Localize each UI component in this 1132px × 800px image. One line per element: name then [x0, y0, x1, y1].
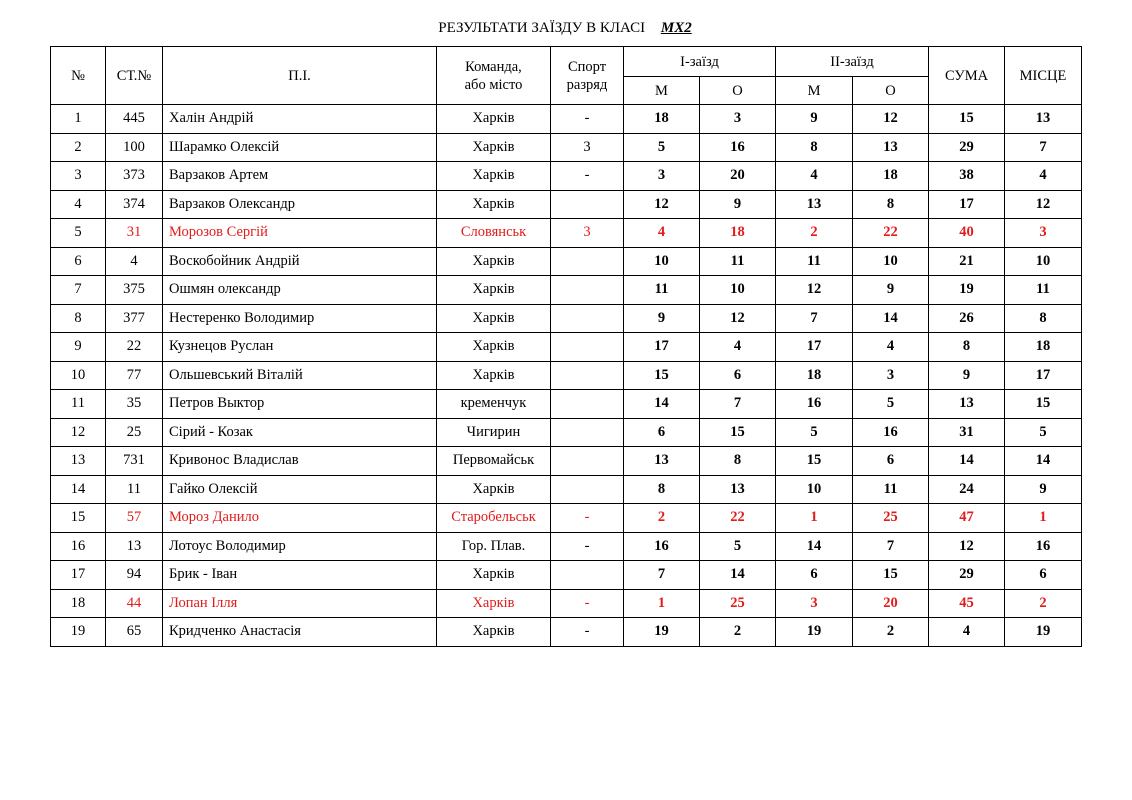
table-row — [51, 276, 1082, 305]
cell-race1-place: 1 — [624, 589, 700, 618]
cell-sum: 14 — [929, 447, 1005, 476]
cell-race2-points: 4 — [853, 333, 929, 362]
cell-team: Харків — [437, 190, 551, 219]
cell-final-place: 15 — [1005, 390, 1082, 419]
table-row — [51, 475, 1082, 504]
cell-sum: 45 — [929, 589, 1005, 618]
cell-race2-place: 3 — [776, 589, 853, 618]
cell-sum: 13 — [929, 390, 1005, 419]
cell-team: Харків — [437, 247, 551, 276]
cell-race1-points: 22 — [700, 504, 776, 533]
header-race1-points: О — [700, 77, 776, 105]
cell-race1-place: 7 — [624, 561, 700, 590]
cell-race1-points: 8 — [700, 447, 776, 476]
cell-sum: 15 — [929, 105, 1005, 134]
cell-final-place: 17 — [1005, 361, 1082, 390]
cell-num: 17 — [51, 561, 106, 590]
header-race2-place: М — [776, 77, 853, 105]
cell-race1-place: 3 — [624, 162, 700, 191]
cell-sum: 40 — [929, 219, 1005, 248]
cell-rank — [551, 190, 624, 219]
cell-final-place: 6 — [1005, 561, 1082, 590]
cell-race2-place: 9 — [776, 105, 853, 134]
cell-race2-place: 14 — [776, 532, 853, 561]
header-race2: II-заїзд — [776, 47, 929, 77]
cell-rank: 3 — [551, 219, 624, 248]
cell-team: Харків — [437, 361, 551, 390]
cell-name: Кривонос Владислав — [163, 447, 437, 476]
table-row — [51, 190, 1082, 219]
cell-name: Петров Выктор — [163, 390, 437, 419]
cell-start-no: 445 — [106, 105, 163, 134]
cell-race2-points: 22 — [853, 219, 929, 248]
cell-name: Варзаков Олександр — [163, 190, 437, 219]
header-rank-line2: разряд — [566, 76, 608, 93]
header-team — [437, 47, 551, 105]
cell-name: Морозов Сергій — [163, 219, 437, 248]
cell-name: Воскобойник Андрій — [163, 247, 437, 276]
cell-num: 18 — [51, 589, 106, 618]
cell-race1-place: 10 — [624, 247, 700, 276]
cell-name: Ольшевський Віталій — [163, 361, 437, 390]
cell-name: Шарамко Олексій — [163, 133, 437, 162]
cell-start-no: 13 — [106, 532, 163, 561]
cell-name: Лопан Ілля — [163, 589, 437, 618]
cell-team: кременчук — [437, 390, 551, 419]
cell-num: 10 — [51, 361, 106, 390]
cell-rank: - — [551, 589, 624, 618]
table-row — [51, 418, 1082, 447]
cell-race2-points: 13 — [853, 133, 929, 162]
cell-race2-points: 6 — [853, 447, 929, 476]
page-title — [0, 18, 1132, 38]
cell-race2-place: 16 — [776, 390, 853, 419]
header-race1-place: М — [624, 77, 700, 105]
cell-race1-place: 9 — [624, 304, 700, 333]
cell-name: Брик - Іван — [163, 561, 437, 590]
cell-num: 5 — [51, 219, 106, 248]
cell-team: Харків — [437, 475, 551, 504]
cell-race2-place: 5 — [776, 418, 853, 447]
cell-final-place: 12 — [1005, 190, 1082, 219]
cell-rank: - — [551, 162, 624, 191]
cell-race1-points: 11 — [700, 247, 776, 276]
header-start-no: СТ.№ — [106, 47, 163, 105]
cell-final-place: 11 — [1005, 276, 1082, 305]
cell-final-place: 7 — [1005, 133, 1082, 162]
cell-race2-place: 4 — [776, 162, 853, 191]
cell-team: Харків — [437, 105, 551, 134]
cell-team: Первомайськ — [437, 447, 551, 476]
cell-start-no: 375 — [106, 276, 163, 305]
table-row — [51, 532, 1082, 561]
cell-race1-place: 16 — [624, 532, 700, 561]
cell-final-place: 18 — [1005, 333, 1082, 362]
table-row — [51, 561, 1082, 590]
cell-sum: 38 — [929, 162, 1005, 191]
cell-final-place: 13 — [1005, 105, 1082, 134]
cell-race2-place: 18 — [776, 361, 853, 390]
cell-race1-points: 7 — [700, 390, 776, 419]
cell-rank — [551, 447, 624, 476]
cell-num: 12 — [51, 418, 106, 447]
cell-final-place: 4 — [1005, 162, 1082, 191]
cell-rank: - — [551, 532, 624, 561]
cell-sum: 31 — [929, 418, 1005, 447]
table-row — [51, 333, 1082, 362]
cell-num: 7 — [51, 276, 106, 305]
cell-team: Харків — [437, 162, 551, 191]
cell-race1-points: 12 — [700, 304, 776, 333]
cell-start-no: 25 — [106, 418, 163, 447]
cell-race1-points: 2 — [700, 618, 776, 647]
header-race2-points: О — [853, 77, 929, 105]
cell-sum: 19 — [929, 276, 1005, 305]
cell-race1-points: 16 — [700, 133, 776, 162]
cell-final-place: 10 — [1005, 247, 1082, 276]
cell-sum: 29 — [929, 561, 1005, 590]
cell-race1-points: 20 — [700, 162, 776, 191]
cell-race2-points: 10 — [853, 247, 929, 276]
cell-race1-points: 6 — [700, 361, 776, 390]
cell-race2-points: 15 — [853, 561, 929, 590]
cell-final-place: 16 — [1005, 532, 1082, 561]
cell-num: 8 — [51, 304, 106, 333]
cell-rank: - — [551, 105, 624, 134]
cell-race2-points: 12 — [853, 105, 929, 134]
cell-race1-place: 13 — [624, 447, 700, 476]
table-row — [51, 504, 1082, 533]
cell-team: Харків — [437, 276, 551, 305]
cell-name: Нестеренко Володимир — [163, 304, 437, 333]
cell-rank — [551, 390, 624, 419]
cell-name: Кузнецов Руслан — [163, 333, 437, 362]
cell-team: Харків — [437, 561, 551, 590]
cell-race2-points: 5 — [853, 390, 929, 419]
cell-race1-place: 15 — [624, 361, 700, 390]
cell-sum: 26 — [929, 304, 1005, 333]
cell-race2-place: 17 — [776, 333, 853, 362]
cell-num: 9 — [51, 333, 106, 362]
table-row — [51, 390, 1082, 419]
cell-start-no: 57 — [106, 504, 163, 533]
cell-race2-place: 12 — [776, 276, 853, 305]
cell-num: 2 — [51, 133, 106, 162]
header-rank — [551, 47, 624, 105]
cell-sum: 4 — [929, 618, 1005, 647]
cell-rank — [551, 418, 624, 447]
cell-team: Харків — [437, 618, 551, 647]
cell-start-no: 100 — [106, 133, 163, 162]
cell-name: Сірий - Козак — [163, 418, 437, 447]
cell-rank — [551, 276, 624, 305]
table-body — [51, 105, 1082, 647]
cell-start-no: 77 — [106, 361, 163, 390]
cell-sum: 47 — [929, 504, 1005, 533]
cell-final-place: 3 — [1005, 219, 1082, 248]
cell-race2-place: 2 — [776, 219, 853, 248]
table-row — [51, 133, 1082, 162]
cell-race1-points: 25 — [700, 589, 776, 618]
cell-race1-place: 17 — [624, 333, 700, 362]
cell-start-no: 731 — [106, 447, 163, 476]
cell-race1-place: 5 — [624, 133, 700, 162]
header-team-line1: Команда, — [465, 58, 522, 75]
cell-name: Лотоус Володимир — [163, 532, 437, 561]
cell-num: 4 — [51, 190, 106, 219]
cell-final-place: 2 — [1005, 589, 1082, 618]
cell-num: 1 — [51, 105, 106, 134]
header-race1: I-заїзд — [624, 47, 776, 77]
cell-race1-points: 9 — [700, 190, 776, 219]
cell-team: Чигирин — [437, 418, 551, 447]
cell-rank — [551, 247, 624, 276]
cell-final-place: 14 — [1005, 447, 1082, 476]
cell-race2-place: 8 — [776, 133, 853, 162]
class-name: MX2 — [660, 20, 692, 36]
cell-race1-points: 14 — [700, 561, 776, 590]
cell-start-no: 374 — [106, 190, 163, 219]
cell-race2-points: 9 — [853, 276, 929, 305]
cell-final-place: 9 — [1005, 475, 1082, 504]
cell-rank: 3 — [551, 133, 624, 162]
table-row — [51, 447, 1082, 476]
cell-start-no: 4 — [106, 247, 163, 276]
cell-race2-place: 13 — [776, 190, 853, 219]
cell-race2-points: 20 — [853, 589, 929, 618]
cell-start-no: 22 — [106, 333, 163, 362]
cell-race2-points: 8 — [853, 190, 929, 219]
table-row — [51, 219, 1082, 248]
cell-name: Варзаков Артем — [163, 162, 437, 191]
cell-race2-place: 15 — [776, 447, 853, 476]
cell-num: 15 — [51, 504, 106, 533]
cell-race1-place: 8 — [624, 475, 700, 504]
header-rank-line1: Спорт — [567, 58, 607, 75]
table-row — [51, 105, 1082, 134]
cell-sum: 21 — [929, 247, 1005, 276]
header-final-place: МІСЦЕ — [1005, 47, 1082, 105]
cell-race1-place: 12 — [624, 190, 700, 219]
cell-rank: - — [551, 618, 624, 647]
cell-rank — [551, 561, 624, 590]
cell-num: 3 — [51, 162, 106, 191]
table-row — [51, 162, 1082, 191]
cell-race2-points: 7 — [853, 532, 929, 561]
cell-start-no: 31 — [106, 219, 163, 248]
cell-final-place: 8 — [1005, 304, 1082, 333]
cell-name: Мороз Данило — [163, 504, 437, 533]
cell-num: 14 — [51, 475, 106, 504]
cell-race1-points: 3 — [700, 105, 776, 134]
cell-sum: 9 — [929, 361, 1005, 390]
cell-race1-points: 5 — [700, 532, 776, 561]
cell-start-no: 373 — [106, 162, 163, 191]
cell-num: 16 — [51, 532, 106, 561]
cell-team: Старобельськ — [437, 504, 551, 533]
cell-team: Харків — [437, 133, 551, 162]
cell-final-place: 1 — [1005, 504, 1082, 533]
cell-race2-points: 25 — [853, 504, 929, 533]
cell-name: Ошмян олександр — [163, 276, 437, 305]
table-row — [51, 589, 1082, 618]
cell-race2-place: 19 — [776, 618, 853, 647]
cell-race1-points: 4 — [700, 333, 776, 362]
cell-race2-points: 2 — [853, 618, 929, 647]
cell-race2-points: 18 — [853, 162, 929, 191]
header-num: № — [51, 47, 106, 105]
cell-start-no: 377 — [106, 304, 163, 333]
cell-start-no: 35 — [106, 390, 163, 419]
cell-start-no: 44 — [106, 589, 163, 618]
cell-race2-place: 11 — [776, 247, 853, 276]
cell-final-place: 19 — [1005, 618, 1082, 647]
cell-race1-place: 4 — [624, 219, 700, 248]
cell-team: Гор. Плав. — [437, 532, 551, 561]
cell-team: Словянськ — [437, 219, 551, 248]
table-header — [51, 47, 1082, 105]
cell-race1-points: 15 — [700, 418, 776, 447]
table-row — [51, 304, 1082, 333]
cell-sum: 8 — [929, 333, 1005, 362]
cell-start-no: 11 — [106, 475, 163, 504]
cell-race1-place: 2 — [624, 504, 700, 533]
cell-race2-points: 14 — [853, 304, 929, 333]
cell-rank — [551, 475, 624, 504]
cell-race1-place: 18 — [624, 105, 700, 134]
cell-rank — [551, 361, 624, 390]
cell-race1-place: 11 — [624, 276, 700, 305]
cell-sum: 29 — [929, 133, 1005, 162]
cell-race2-points: 3 — [853, 361, 929, 390]
cell-rank: - — [551, 504, 624, 533]
table-row — [51, 618, 1082, 647]
cell-num: 6 — [51, 247, 106, 276]
cell-sum: 24 — [929, 475, 1005, 504]
cell-team: Харків — [437, 304, 551, 333]
title-text: РЕЗУЛЬТАТИ ЗАЇЗДУ В КЛАСІ — [438, 20, 646, 36]
cell-sum: 17 — [929, 190, 1005, 219]
cell-race2-points: 16 — [853, 418, 929, 447]
cell-name: Халін Андрій — [163, 105, 437, 134]
results-table — [50, 46, 1082, 647]
cell-race1-place: 6 — [624, 418, 700, 447]
table-row — [51, 361, 1082, 390]
cell-race1-points: 10 — [700, 276, 776, 305]
table-row — [51, 247, 1082, 276]
cell-name: Гайко Олексій — [163, 475, 437, 504]
cell-num: 11 — [51, 390, 106, 419]
cell-num: 19 — [51, 618, 106, 647]
cell-race2-place: 1 — [776, 504, 853, 533]
cell-race2-place: 10 — [776, 475, 853, 504]
cell-race2-place: 6 — [776, 561, 853, 590]
header-sum: СУМА — [929, 47, 1005, 105]
cell-sum: 12 — [929, 532, 1005, 561]
cell-rank — [551, 333, 624, 362]
header-team-line2: або місто — [464, 76, 523, 93]
header-name: П.І. — [163, 47, 437, 105]
cell-race1-place: 14 — [624, 390, 700, 419]
cell-start-no: 94 — [106, 561, 163, 590]
cell-rank — [551, 304, 624, 333]
cell-final-place: 5 — [1005, 418, 1082, 447]
cell-race2-points: 11 — [853, 475, 929, 504]
cell-name: Кридченко Анастасія — [163, 618, 437, 647]
cell-race1-points: 13 — [700, 475, 776, 504]
cell-race2-place: 7 — [776, 304, 853, 333]
cell-num: 13 — [51, 447, 106, 476]
cell-start-no: 65 — [106, 618, 163, 647]
cell-team: Харків — [437, 333, 551, 362]
cell-team: Харків — [437, 589, 551, 618]
cell-race1-points: 18 — [700, 219, 776, 248]
cell-race1-place: 19 — [624, 618, 700, 647]
